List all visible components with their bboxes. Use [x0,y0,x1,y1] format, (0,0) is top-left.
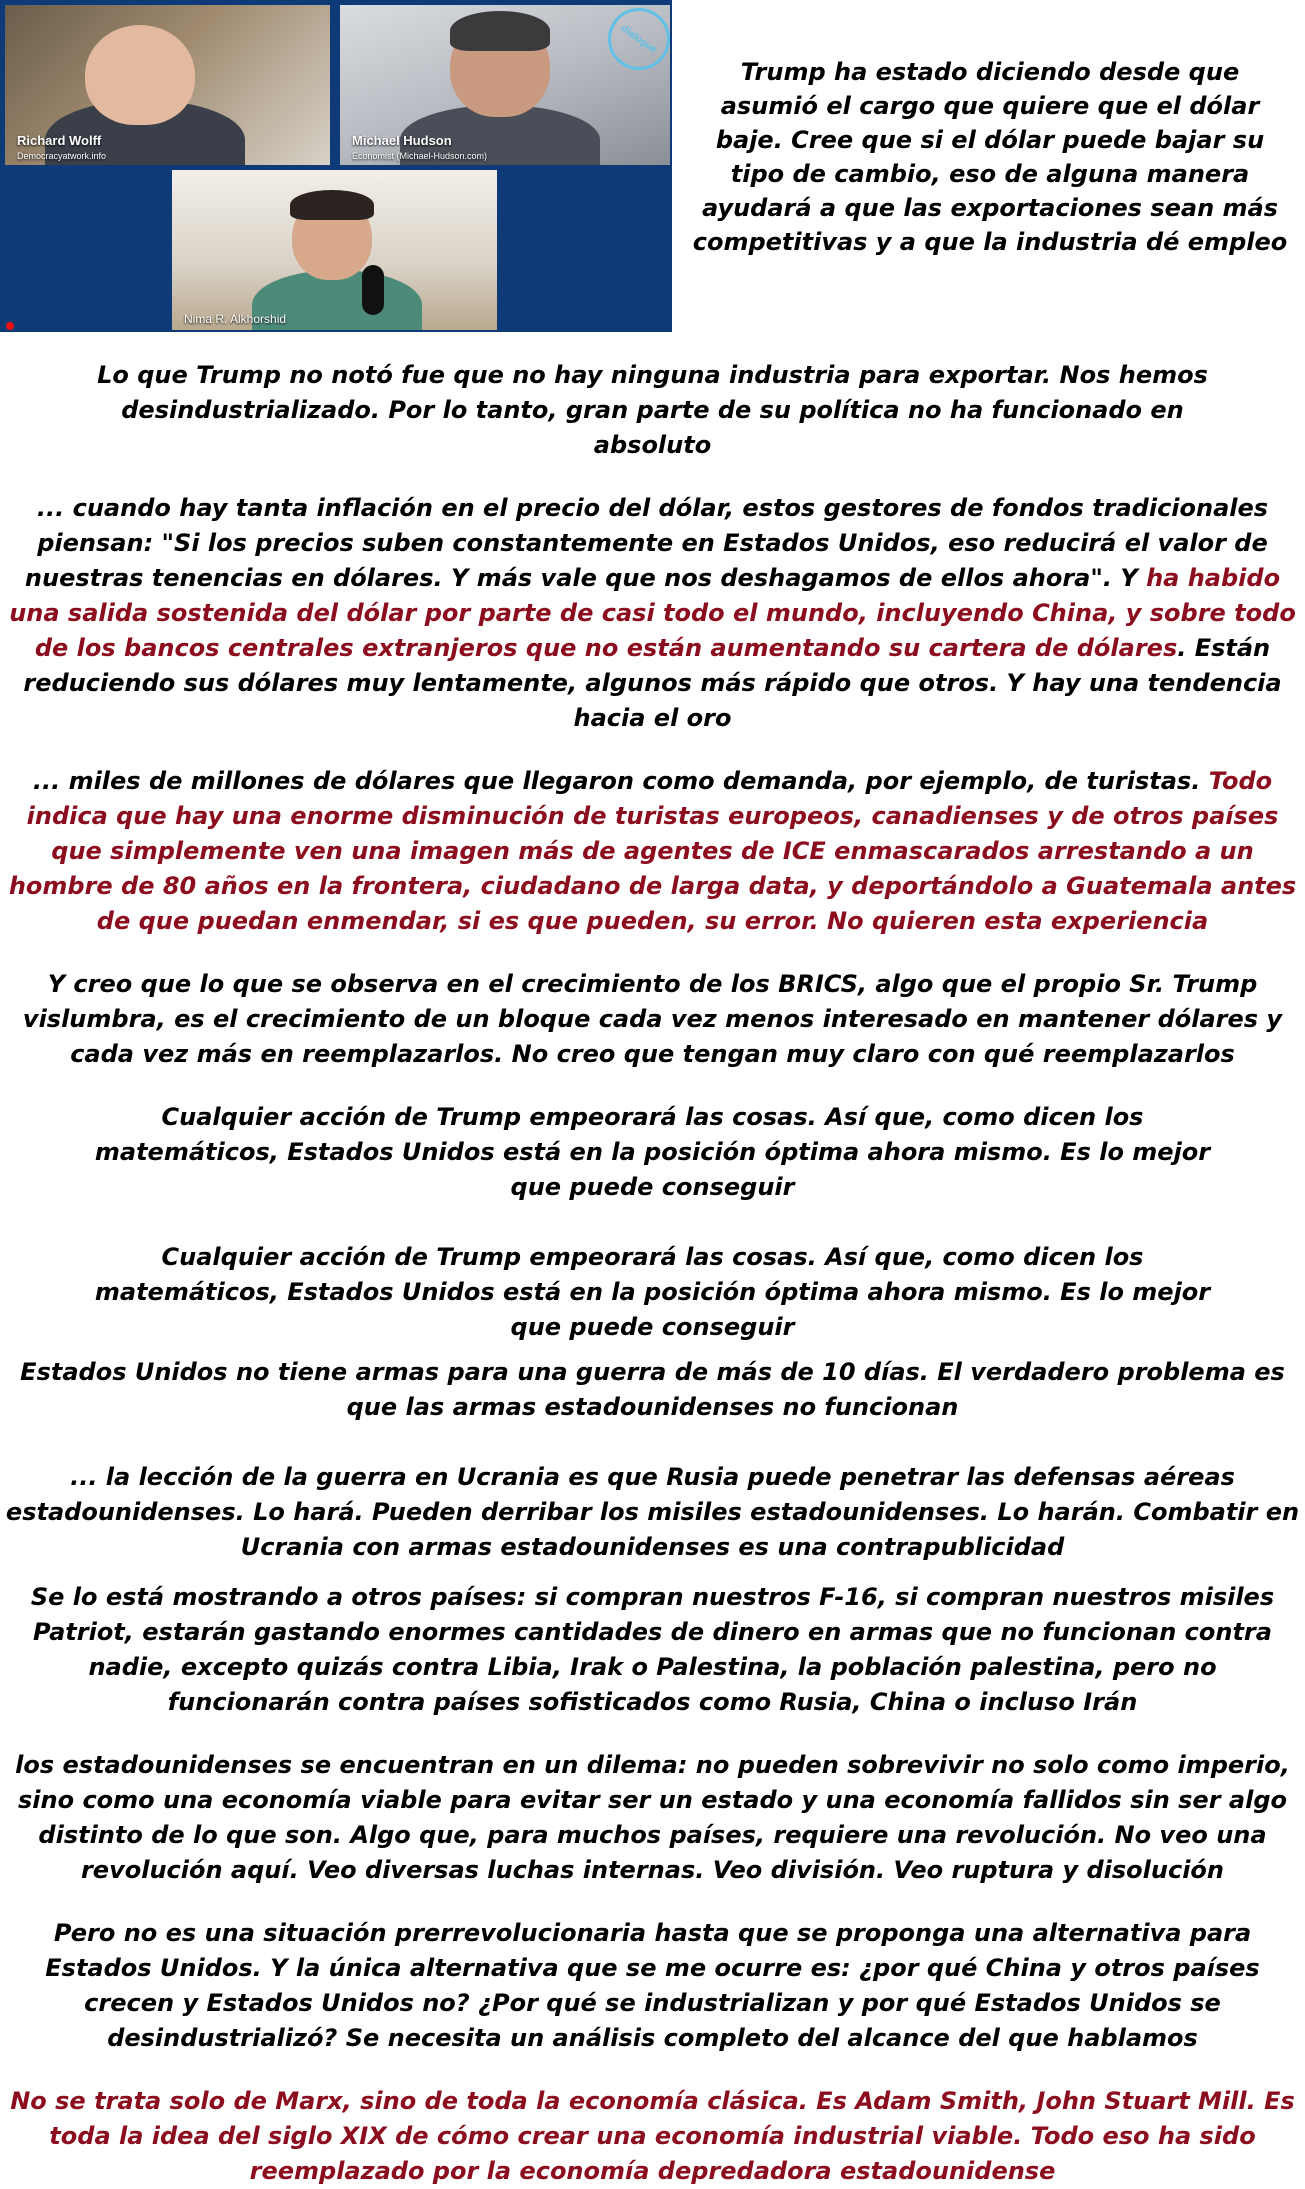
quote-segment: Todo indica que hay una enorme disminución de turistas europeos, canadienses y de otros países que simplemente ven una imagen más de agentes de ICE enmascarados arrestando a un hombre de 80 años en la frontera, ciudadano de larga data, y deportándolo a Guatemala antes de que puedan enmendar, si es que pueden, su error. No quieren esta experiencia [8,767,1297,935]
quote-segment: Cualquier acción de Trump empeorará las cosas. Así que, como dicen los matemáticos, Estados Unidos está en la posición óptima ahora mismo. Es lo mejor que puede conseguir [94,1103,1211,1201]
quote-paragraph [8,1355,1298,1425]
person-hair [290,190,374,220]
quote-paragraph [73,1100,1233,1205]
quote-paragraph [8,1916,1298,2056]
person-hair [450,11,550,51]
participant-name: Richard Wolff [17,133,102,148]
quote-segment: Se lo está mostrando a otros países: si compran nuestros F-16, si compran nuestros misiles Patriot, estarán gastando enormes cantidades de dinero en armas que no funcionan contra nadie, excepto quizás contra Libia, Irak o Palestina, la población palestina, pero no funcionarán contra países sofisticados como Rusia, China o incluso Irán [30,1583,1275,1716]
participant-name: Nima R. Alkhorshid [184,312,287,326]
participant-subtitle: Economist (Michael-Hudson.com) [352,151,488,161]
quote-paragraph [73,358,1233,463]
quote-segment: los estadounidenses se encuentran en un dilema: no pueden sobrevivir no solo como imperio, sino como una economía viable para evitar ser un estado y una economía fallidos sin ser algo distinto de lo que son. Algo que, para muchos países, requiere una revolución. No veo una revolución aquí. Veo diversas luchas internas. Veo división. Veo ruptura y disolución [15,1751,1290,1884]
quote-paragraph [0,1460,1305,1565]
quote-segment: No se trata solo de Marx, sino de toda la economía clásica. Es Adam Smith, John Stuart Mill. Es toda la idea del siglo XIX de cómo crear una economía industrial viable. Todo eso ha sido reemplazado por la economía depredadora estadounidense [10,2087,1295,2185]
quote-segment: ... miles de millones de dólares que llegaron como demanda, por ejemplo, de turistas. [32,767,1209,795]
quote-segment: . Están reduciendo sus dólares muy lentamente, algunos más rápido que otros. Y hay una tendencia hacia el oro [23,634,1282,732]
quote-paragraph [8,491,1298,736]
person-head [85,25,195,125]
record-indicator-icon [6,322,14,330]
quote-segment: Lo que Trump no notó fue que no hay ninguna industria para exportar. Nos hemos desindustrializado. Por lo tanto, gran parte de su política no ha funcionado en absoluto [97,361,1208,459]
quote-segment: Y creo que lo que se observa en el crecimiento de los BRICS, algo que el propio Sr. Trump vislumbra, es el crecimiento de un bloque cada vez menos interesado en mantener dólares y cada vez más en reemplazarlos. No creo que tengan muy claro con qué reemplazarlos [22,970,1283,1068]
microphone-icon [362,265,384,315]
quote-segment: Pero no es una situación prerrevolucionaria hasta que se proponga una alternativa para Estados Unidos. Y la única alternativa que se me ocurre es: ¿por qué China y otros países crecen y Estados Unidos no? ¿Por qué se industrializan y por qué Estados Unidos se desindustrializó? Se necesita un análisis completo del alcance del que hablamos [45,1919,1260,2052]
channel-logo: dialogue [596,0,672,82]
participant-name: Michael Hudson [352,133,452,148]
quote-segment: ha habido una salida sostenida del dólar por parte de casi todo el mundo, incluyendo China, y sobre todo de los bancos centrales extranjeros que no están aumentando su cartera de dólares [9,564,1296,662]
quote-paragraph [8,1748,1298,1888]
participant-tile-nima [172,170,497,330]
video-call-screenshot [0,0,672,332]
participant-tile-wolff [5,5,330,165]
quotes-list [0,358,1305,2189]
quote-segment: ... cuando hay tanta inflación en el precio del dólar, estos gestores de fondos tradicionales piensan: "Si los precios suben constantemente en Estados Unidos, eso reducirá el valor de nuestras tenencias en dólares. Y más vale que nos deshagamos de ellos ahora". Y [24,494,1269,592]
quote-segment: ... la lección de la guerra en Ucrania es que Rusia puede penetrar las defensas aéreas estadounidenses. Lo hará. Pueden derribar los misiles estadounidenses. Lo harán. Combatir en Ucrania con armas estadounidenses es una contrapublicidad [5,1463,1300,1561]
participant-subtitle: Democracyatwork.info [17,151,107,161]
quote-paragraph [8,967,1298,1072]
quote-paragraph [8,1580,1298,1720]
quote-paragraph [8,764,1298,939]
intro-paragraph: Trump ha estado diciendo desde que asumió el cargo que quiere que el dólar baje. Cree que si el dólar puede bajar su tipo de cambio, eso de alguna manera ayudará a que las exportaciones sean más competitivas y a que la industria dé empleo [692,58,1288,256]
quote-paragraph [0,2084,1305,2189]
quote-paragraph [73,1240,1233,1345]
quote-segment: Estados Unidos no tiene armas para una guerra de más de 10 días. El verdadero problema es que las armas estadounidenses no funcionan [20,1358,1285,1421]
quote-segment: Cualquier acción de Trump empeorará las cosas. Así que, como dicen los matemáticos, Estados Unidos está en la posición óptima ahora mismo. Es lo mejor que puede conseguir [94,1243,1211,1341]
